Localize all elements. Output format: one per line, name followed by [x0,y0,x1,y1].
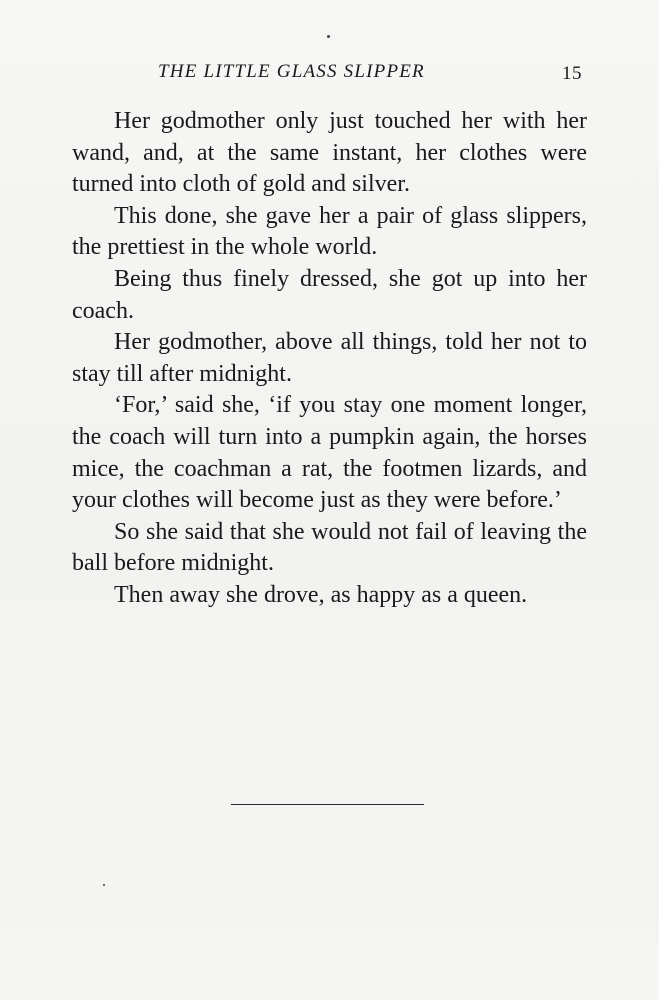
ink-speck [327,35,330,38]
paragraph-glass-slippers: This done, she gave her a pair of glass slippers, the prettiest in the whole world. [72,202,587,261]
paragraph-leaving-ball: So she said that she would not fail of leaving the ball before midnight. [72,518,587,577]
section-rule [231,804,424,805]
page-number: 15 [562,63,582,84]
paragraph-drove-away: Then away she drove, as happy as a queen. [114,581,528,608]
paragraph-finely-dressed: Being thus finely dressed, she got up into her coach. [72,265,587,324]
running-head [0,60,659,84]
body-text [72,106,587,612]
paragraph-midnight-warning: Her godmother, above all things, told her not to stay till after midnight. [72,329,587,387]
running-title: THE LITTLE GLASS SLIPPER [158,61,425,82]
paragraph-godmother-wand: Her godmother only just touched her with her wand, and, at the same instant, her clothes were turned into cloth of gold and silver. [72,108,587,198]
ink-speck [103,884,105,886]
paragraph-pumpkin-warning: ‘For,’ said she, ‘if you stay one moment longer, the coach will turn into a pumpkin again, the horses mice, the coachman a rat, the footmen lizards, and your clothes will become just as they were before.’ [72,392,587,514]
